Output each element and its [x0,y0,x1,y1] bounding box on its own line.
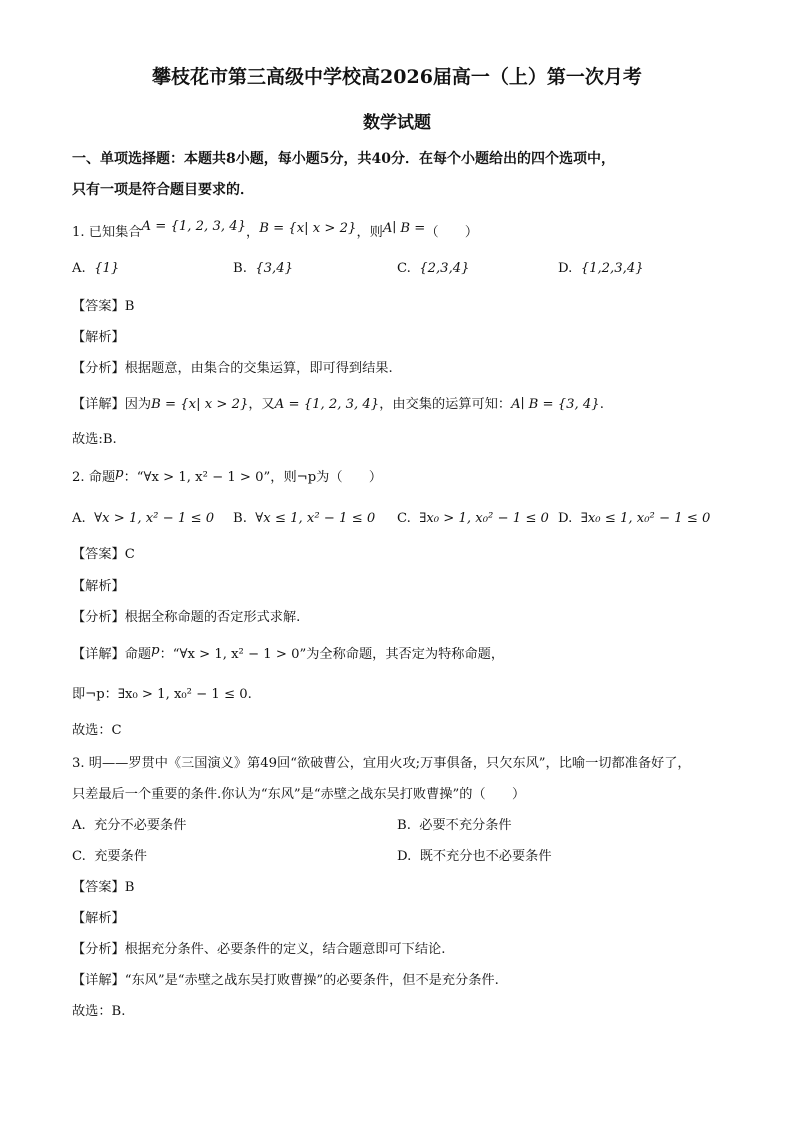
fenxi-label: 【分析】 [72,942,125,957]
xiangjie-text: ：“∀x > 1, x² − 1 > 0”为全称命题，其否定为特称命题， [159,647,505,662]
xiangjie-text: 因为 [124,397,152,412]
option-text: 必要不充分条件 [419,818,512,833]
q3-stem-text: 明——罗贯中《三国演义》第49回“欲破曹公，宜用火攻;万事俱备，只欠东风”，比喻一切都准备好了， [88,756,691,771]
q2-p: p [115,466,124,481]
q3-stem-line1 [72,755,691,773]
q2-number: 2. [72,470,85,485]
option-text: {2,3,4} [419,261,470,276]
q3-answer [72,879,134,897]
q3-option-d [397,848,552,866]
option-letter: B. [233,261,247,276]
exam-title: 攀枝花市第三高级中学校高2026届高一（上）第一次月考 [152,66,642,88]
q2-stem-text: 命题 [88,470,116,485]
option-text: ∀x > 1, x² − 1 ≤ 0 [94,511,215,526]
option-letter: C. [397,261,411,276]
answer-value: B [124,299,135,314]
q3-xiangjie [72,972,499,990]
q2-option-b [233,510,375,528]
q3-option-c [72,848,147,866]
option-letter: A. [72,511,86,526]
xiangjie-label: 【详解】 [72,973,125,988]
section-heading-line2: 只有一项是符合题目要求的． [72,182,254,198]
q1-set-b: B = {x| x > 2} [259,221,357,236]
q2-option-a [72,510,214,528]
answer-label: 【答案】 [72,547,125,562]
q2-answer [72,546,135,564]
option-letter: B. [233,511,247,526]
q1-stem-text: 已知集合 [88,225,142,240]
q3-option-a [72,817,186,835]
fenxi-text: 根据题意，由集合的交集运算，即可得到结果. [124,361,393,376]
fenxi-text: 根据充分条件、必要条件的定义，结合题意即可下结论. [124,942,446,957]
q3-number: 3. [72,756,85,771]
q1-xiangjie [72,396,604,414]
answer-label: 【答案】 [72,880,125,895]
q3-fenxi [72,941,445,959]
q1-number: 1. [72,225,85,240]
exam-subtitle: 数学试题 [363,113,431,133]
q1-paren: （ ） [425,225,479,240]
q1-fenxi [72,360,393,378]
q2-xiangjie [72,643,505,664]
option-letter: B. [397,818,411,833]
xiangjie-text: 命题 [124,647,152,662]
xiangjie-math: B = {x| x > 2} [151,397,249,412]
xiangjie-math: A = {1, 2, 3, 4} [274,397,380,412]
option-letter: C. [72,849,86,864]
option-letter: C. [397,511,411,526]
xiangjie-math: p [151,643,160,658]
option-text: {3,4} [255,261,294,276]
answer-value: C [124,547,135,562]
fenxi-label: 【分析】 [72,361,125,376]
option-letter: A. [72,261,86,276]
xiangjie-text: ，由交集的运算可知： [379,397,512,412]
fenxi-text: 根据全称命题的否定形式求解. [124,610,301,625]
xiangjie-label: 【详解】 [72,397,125,412]
xiangjie-math: A∣ B = {3, 4} [511,397,600,412]
option-letter: A. [72,818,86,833]
q3-stem-line2: 只差最后一个重要的条件.你认为“东风”是“赤壁之战东吴打败曹操”的（ ） [72,787,526,802]
option-text: {1} [94,261,120,276]
option-letter: D. [558,511,573,526]
option-text: ∃x₀ ≤ 1, x₀² − 1 ≤ 0 [580,511,711,526]
answer-label: 【答案】 [72,299,125,314]
q1-stem [72,219,479,242]
q1-option-a [72,260,119,278]
q1-option-c [397,260,470,278]
section-heading-line1: 一、单项选择题：本题共8小题，每小题5分，共40分．在每个小题给出的四个选项中， [72,151,615,167]
q2-stem-text2: ：“∀x > 1, x² − 1 > 0”，则¬p为（ ） [123,470,383,485]
q1-analysis-label: 【解析】 [72,330,125,345]
q2-choose: 故选：C [72,723,122,738]
q2-stem [72,466,383,487]
q1-choose: 故选:B. [72,432,117,447]
xiangjie-label: 【详解】 [72,647,125,662]
q1-answer [72,298,134,316]
q1-stem-text2: ，则 [356,225,383,240]
fenxi-label: 【分析】 [72,610,125,625]
option-text: ∀x ≤ 1, x² − 1 ≤ 0 [255,511,376,526]
q1-option-d [558,260,644,278]
option-letter: D. [558,261,573,276]
option-text: 充分不必要条件 [94,818,187,833]
option-text: ∃x₀ > 1, x₀² − 1 ≤ 0 [419,511,549,526]
q3-analysis-label: 【解析】 [72,911,125,926]
q1-sep: ， [246,225,260,240]
option-text: 既不充分也不必要条件 [419,849,552,864]
q1-expr: A∣ B = [382,221,426,236]
option-text: {1,2,3,4} [580,261,644,276]
xiangjie-text: “东风”是“赤壁之战东吴打败曹操”的必要条件，但不是充分条件. [124,973,499,988]
option-letter: D. [397,849,412,864]
xiangjie-text: ，又 [248,397,275,412]
q2-option-d [558,510,710,528]
answer-value: B [124,880,135,895]
q3-choose: 故选：B. [72,1004,126,1019]
q2-analysis-label: 【解析】 [72,579,125,594]
q2-negation-line: 即¬p：∃x₀ > 1, x₀² − 1 ≤ 0. [72,687,252,702]
q2-fenxi [72,609,300,627]
option-text: 充要条件 [94,849,147,864]
q3-option-b [397,817,512,835]
xiangjie-text: . [599,397,604,412]
q1-set-a: A = {1, 2, 3, 4} [141,219,246,234]
q2-option-c [397,510,549,528]
q1-option-b [233,260,293,278]
